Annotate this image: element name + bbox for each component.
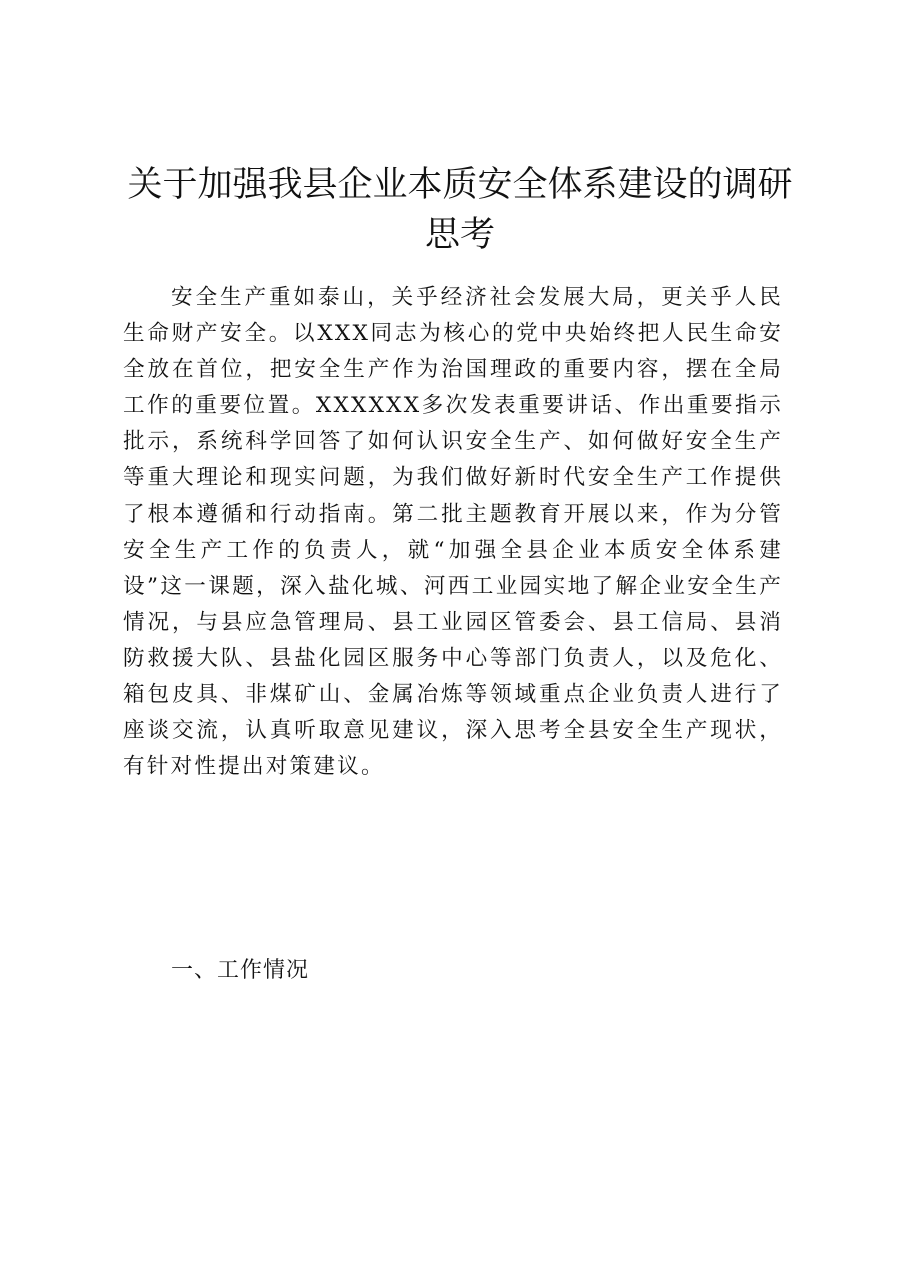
section-heading: 一、工作情况 <box>171 958 310 983</box>
document-title: 关于加强我县企业本质安全体系建设的调研思考 <box>127 165 793 255</box>
intro-paragraph: 安全生产重如泰山，关乎经济社会发展大局，更关乎人民生命财产安全。以XXX同志为核心的党中央始终把人民生命安全放在首位，把安全生产作为治国理政的重要内容，摆在全局工作的重要位置。XXXXXX多次发表重要讲话、作出重要指示批示，系统科学回答了如何认识安全生产、如何做好安全生产等重大理论和现实问题，为我们做好新时代安全生产工作提供了根本遵循和行动指南。第二批主题教育开展以来，作为分管安全生产工作的负责人，就“加强全县企业本质安全体系建设”这一课题，深入盐化城、河西工业园实地了解企业安全生产情况，与县应急管理局、县工业园区管委会、县工信局、县消防救援大队、县盐化园区服务中心等部门负责人，以及危化、箱包皮具、非煤矿山、金属冶炼等领域重点企业负责人进行了座谈交流，认真听取意见建议，深入思考全县安全生产现状，有针对性提出对策建议。 <box>123 285 783 780</box>
